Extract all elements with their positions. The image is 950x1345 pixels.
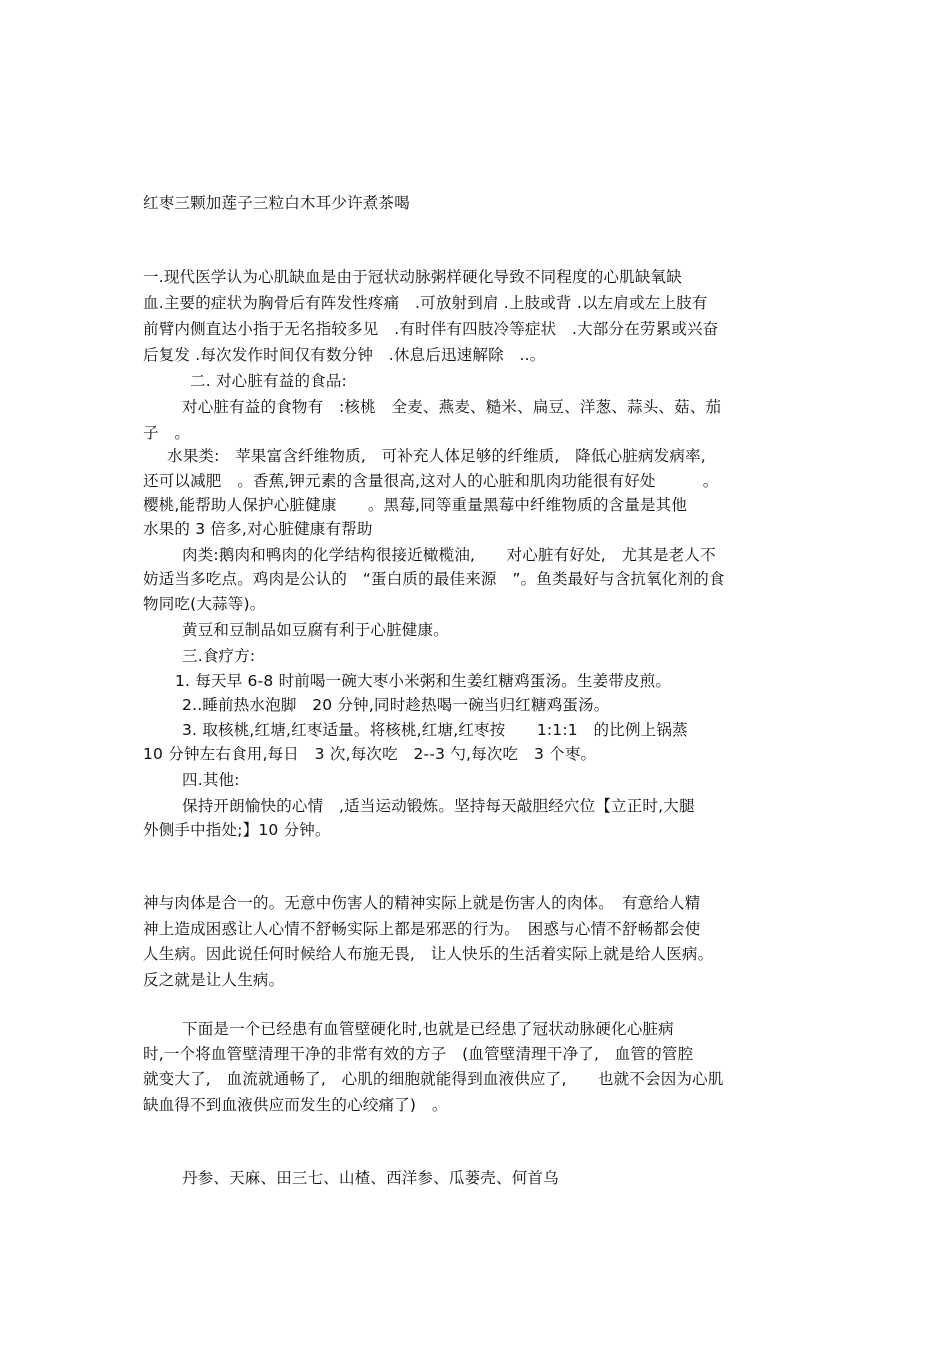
section4-line-2: 外侧手中指处;】10 分钟。 bbox=[143, 821, 331, 839]
recipe-item-3-line-2: 10 分钟左右食用,每日 3 次,每次吃 2--3 勺,每次吃 3 个枣。 bbox=[143, 745, 597, 763]
section2-heading: 二. 对心脏有益的食品: bbox=[190, 372, 347, 390]
prescription-line-4: 缺血得不到血液供应而发生的心绞痛了) 。 bbox=[143, 1096, 448, 1114]
section1-line-1: 一.现代医学认为心肌缺血是由于冠状动脉粥样硬化导致不同程度的心肌缺氧缺 bbox=[143, 268, 682, 286]
soy-line: 黄豆和豆制品如豆腐有利于心脏健康。 bbox=[182, 621, 449, 639]
prescription-line-3: 就变大了, 血流就通畅了, 心肌的细胞就能得到血液供应了, 也就不会因为心肌 bbox=[143, 1070, 724, 1088]
spirit-line-2: 神上造成困惑让人心情不舒畅实际上都是邪恶的行为。 困惑与心情不舒畅都会使 bbox=[143, 920, 701, 938]
section1-line-2: 血.主要的症状为胸骨后有阵发性疼痛 .可放射到肩 .上肢或背 .以左肩或左上肢有 bbox=[143, 294, 708, 312]
fruit-line-4: 水果的 3 倍多,对心脏健康有帮助 bbox=[143, 520, 373, 538]
meat-line-3: 物同吃(大蒜等)。 bbox=[143, 595, 266, 613]
fruit-line-1: 水果类: 苹果富含纤维物质, 可补充人体足够的纤维质, 降低心脏病发病率, bbox=[167, 447, 706, 465]
recipe-item-1: 1. 每天早 6-8 时前喝一碗大枣小米粥和生姜红糖鸡蛋汤。生姜带皮煎。 bbox=[175, 672, 672, 690]
fruit-line-2: 还可以减肥 。香蕉,钾元素的含量很高,这对人的心脏和肌肉功能很有好处 。 bbox=[143, 472, 719, 490]
herbs-line: 丹参、天麻、田三七、山楂、西洋参、瓜蒌壳、何首乌 bbox=[182, 1169, 559, 1187]
spirit-line-4: 反之就是让人生病。 bbox=[143, 971, 285, 989]
food-line-1: 对心脏有益的食物有 :核桃 全麦、燕麦、糙米、扁豆、洋葱、蒜头、菇、茄 bbox=[182, 398, 722, 416]
food-line-2: 子 。 bbox=[143, 424, 191, 442]
title-line: 红枣三颗加莲子三粒白木耳少许煮茶喝 bbox=[143, 194, 410, 212]
section4-line-1: 保持开朗愉快的心情 ,适当运动锻炼。坚持每天敲胆经穴位【立正时,大腿 bbox=[182, 797, 695, 815]
meat-line-1: 肉类:鹅肉和鸭肉的化学结构很接近橄榄油, 对心脏有好处, 尤其是老人不 bbox=[182, 546, 716, 564]
spirit-line-3: 人生病。因此说任何时候给人布施无畏, 让人快乐的生活着实际上就是给人医病。 bbox=[143, 945, 714, 963]
recipe-item-3-line-1: 3. 取核桃,红塘,红枣适量。将核桃,红塘,红枣按 1:1:1 的比例上锅蒸 bbox=[182, 721, 688, 739]
section1-line-3: 前臂内侧直达小指于无名指较多见 .有时伴有四肢冷等症状 .大部分在劳累或兴奋 bbox=[143, 320, 719, 338]
section4-heading: 四.其他: bbox=[182, 771, 240, 789]
fruit-line-3: 樱桃,能帮助人保护心脏健康 。黑莓,同等重量黑莓中纤维物质的含量是其他 bbox=[143, 496, 688, 514]
recipe-item-2: 2..睡前热水泡脚 20 分钟,同时趁热喝一碗当归红糖鸡蛋汤。 bbox=[182, 696, 610, 714]
prescription-line-2: 时,一个将血管壁清理干净的非常有效的方子 (血管壁清理干净了, 血管的管腔 bbox=[143, 1045, 694, 1063]
section3-heading: 三.食疗方: bbox=[182, 647, 256, 665]
spirit-line-1: 神与肉体是合一的。无意中伤害人的精神实际上就是伤害人的肉体。 有意给人精 bbox=[143, 894, 701, 912]
meat-line-2: 妨适当多吃点。鸡肉是公认的 “蛋白质的最佳来源 ”。鱼类最好与含抗氧化剂的食 bbox=[143, 570, 725, 588]
prescription-line-1: 下面是一个已经患有血管壁硬化时,也就是已经患了冠状动脉硬化心脏病 bbox=[182, 1020, 674, 1038]
section1-line-4: 后复发 .每次发作时间仅有数分钟 .休息后迅速解除 ..。 bbox=[143, 346, 546, 364]
